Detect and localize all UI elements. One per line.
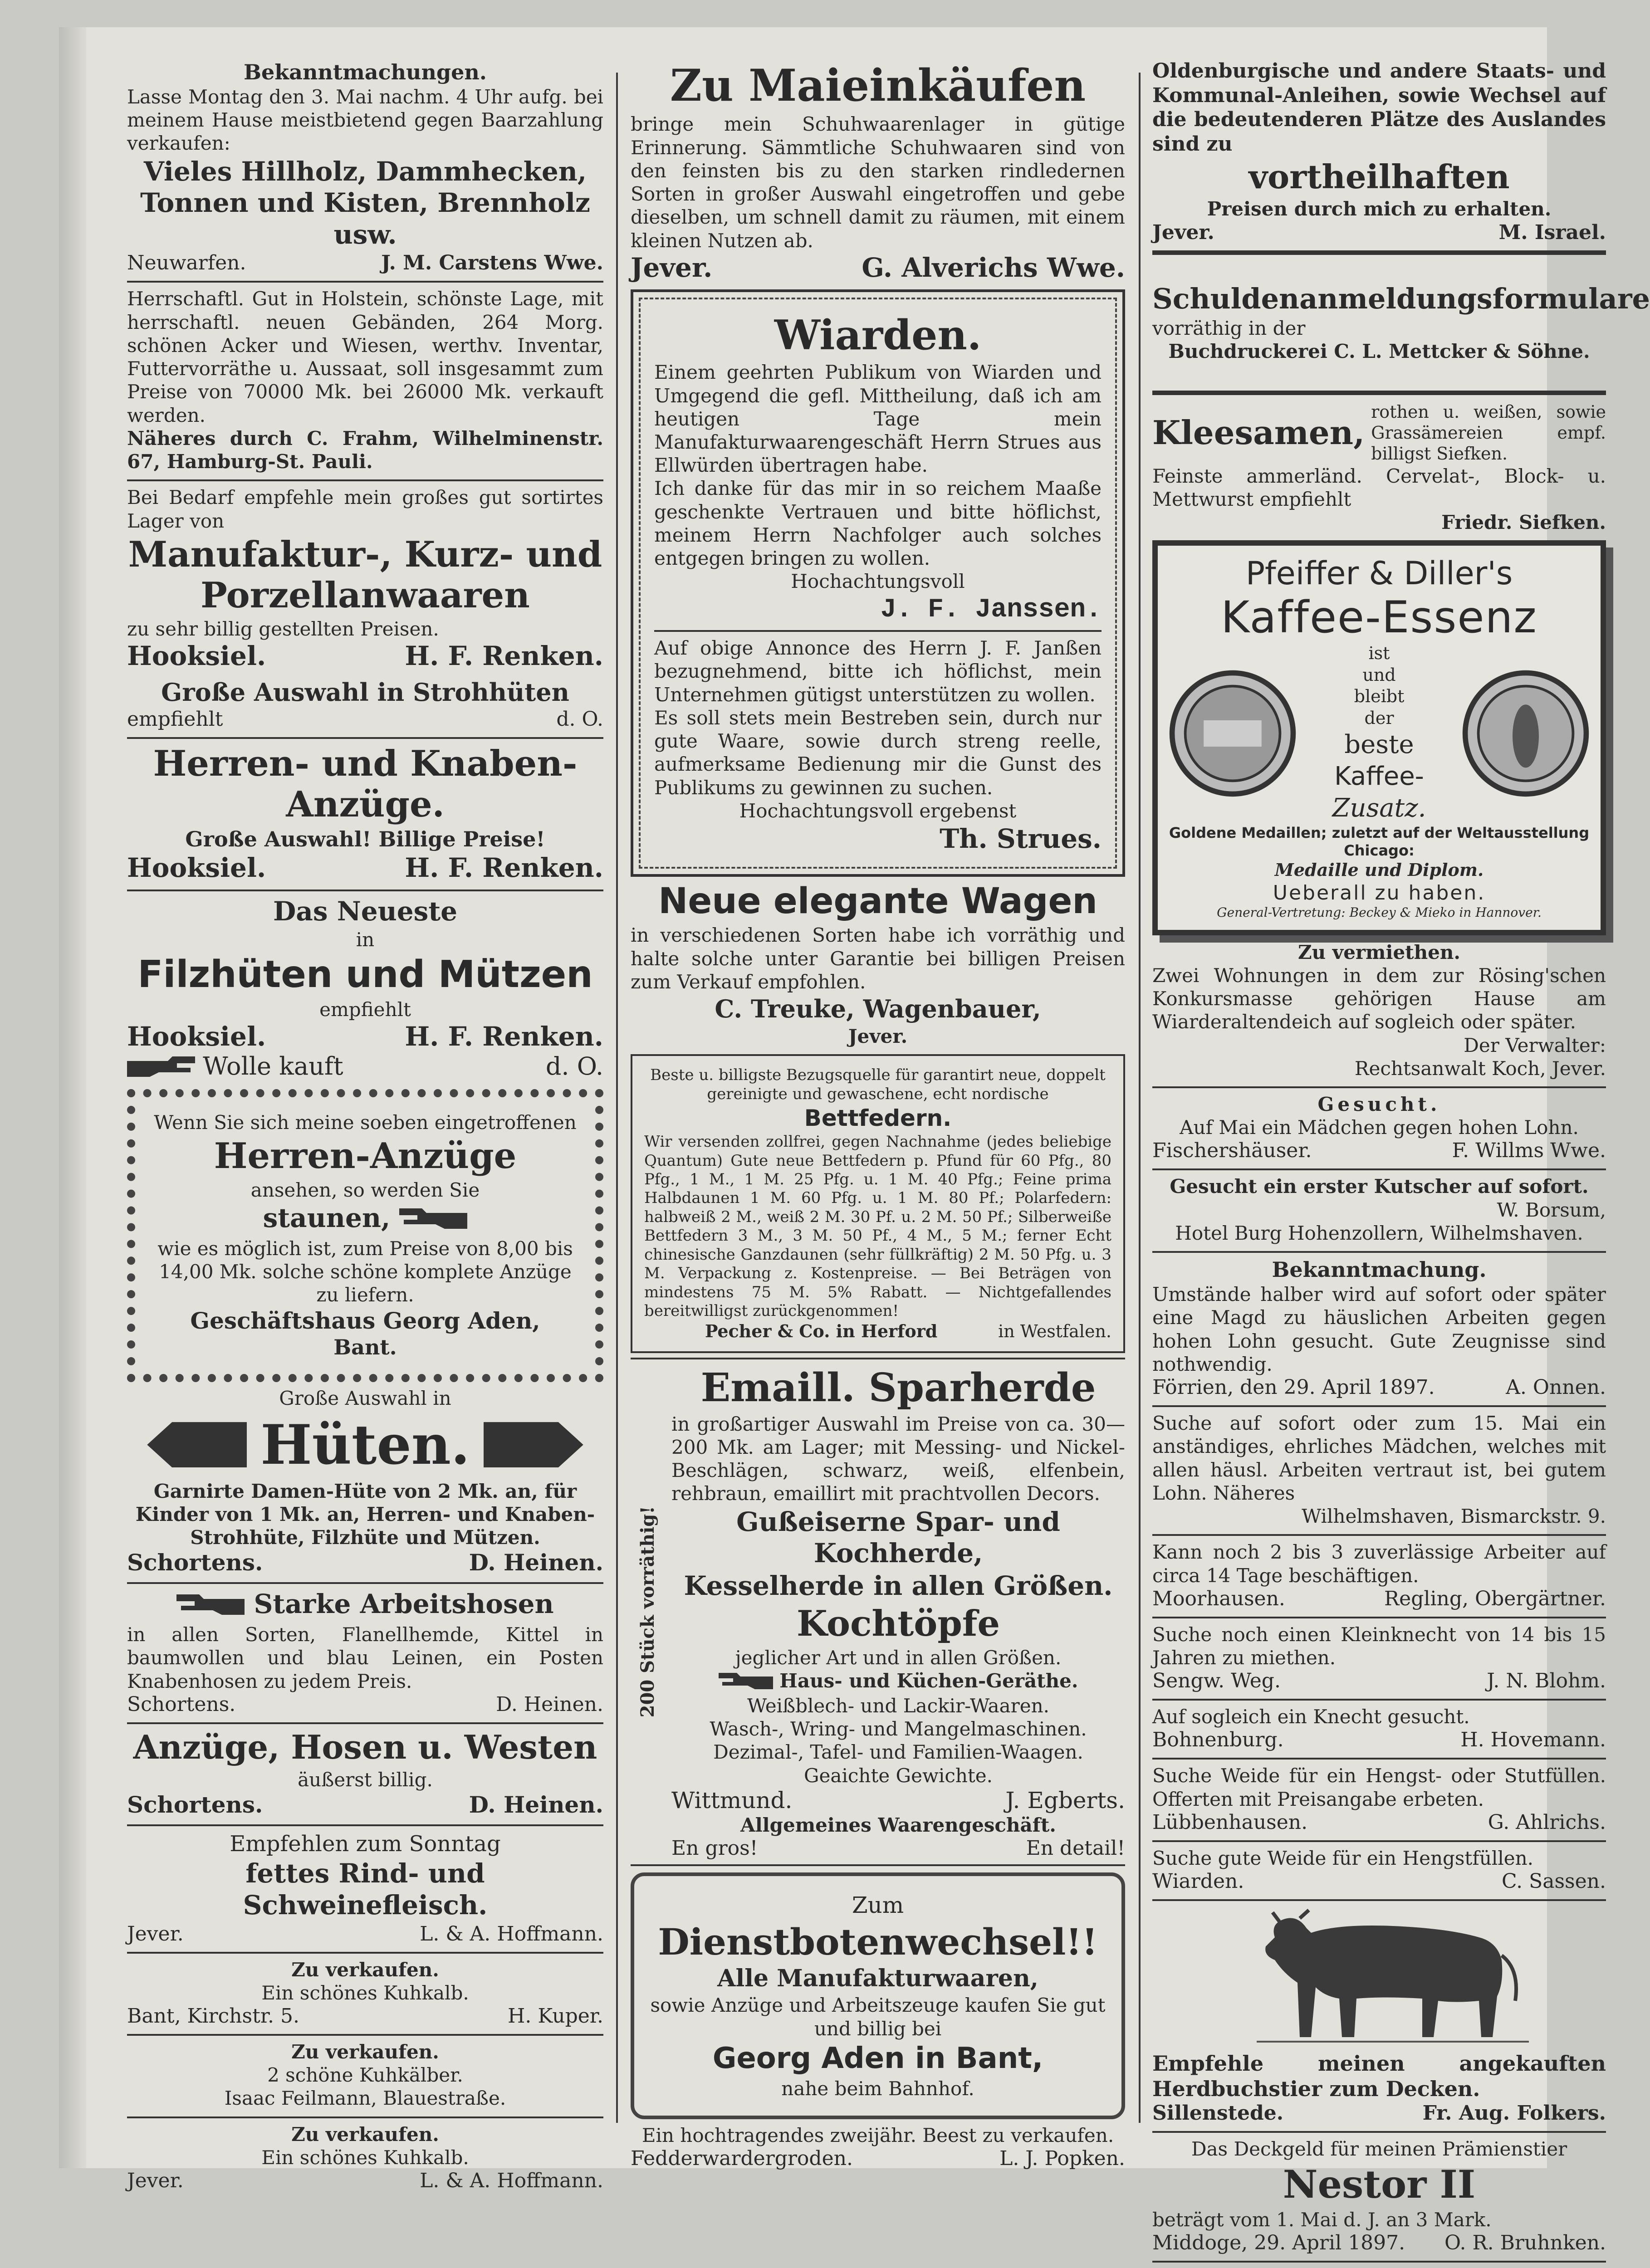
ad-signature: Buchdruckerei C. L. Mettcker & Söhne. bbox=[1168, 340, 1590, 363]
ad-wolle: Wolle kauft d. O. bbox=[127, 1052, 603, 1083]
ad-signature: W. Borsum, bbox=[1497, 1198, 1606, 1221]
ad-signature: Lübbenhausen. G. Ahlrichs. bbox=[1152, 1810, 1606, 1834]
ad-side-text: 200 Stück vorräthig! bbox=[637, 1506, 658, 1718]
divider bbox=[1152, 1168, 1606, 1170]
ad-text: Suche noch einen Kleinknecht von 14 bis 15 Jahren zu miethen. bbox=[1152, 1623, 1606, 1669]
ad-signature: Hooksiel. H. F. Renken. bbox=[127, 1021, 603, 1052]
ad-anzuege bbox=[127, 743, 603, 883]
ad-text: Lasse Montag den 3. Mai nachm. 4 Uhr aufg. bei meinem Hause meistbietend gegen Baarzahlung verkaufen: bbox=[127, 86, 603, 155]
ad-heading: Große Auswahl in Strohhüten bbox=[161, 678, 569, 707]
ad-text: Bei Bedarf empfehle mein großes gut sortirtes Lager von bbox=[127, 486, 603, 532]
ad-headline: Emaill. Sparherde bbox=[700, 1364, 1096, 1411]
ad-signature: Der Verwalter: bbox=[1464, 1034, 1606, 1056]
ad-westen bbox=[127, 1729, 603, 1818]
ad-arbeitshosen bbox=[127, 1589, 603, 1716]
ad-headline: vortheilhaften bbox=[1249, 157, 1510, 196]
ad-signature: Jever. G. Alverichs Wwe. bbox=[631, 252, 1125, 283]
ad-signature: Hooksiel. H. F. Renken. bbox=[127, 640, 603, 672]
ad-signature: Middoge, 29. April 1897. O. R. Bruhnken. bbox=[1152, 2231, 1606, 2255]
ad-headline: Gußeiserne Spar- und Kochherde, bbox=[736, 1506, 1060, 1569]
ad-medals bbox=[1167, 643, 1591, 824]
divider bbox=[127, 1952, 603, 1954]
divider bbox=[127, 2034, 603, 2036]
ad-heading: Gesucht ein erster Kutscher auf sofort. bbox=[1170, 1175, 1589, 1198]
ad-hueten bbox=[127, 1387, 603, 1576]
ad-kleesamen bbox=[1152, 401, 1606, 534]
ad-text: Oldenburgische und andere Staats- und Kommunal-Anleihen, sowie Wechsel auf die bedeutenderen Plätze des Auslandes sind zu bbox=[1152, 59, 1606, 156]
ad-anleihen bbox=[1152, 59, 1606, 244]
ad-kutscher bbox=[1152, 1175, 1606, 1245]
ad-text: Garnirte Damen-Hüte von 2 Mk. an, für Kinder von 1 Mk. an, Herren- und Knaben-Strohhüte, Filzhüte und Mützen. bbox=[135, 1480, 595, 1549]
column-rule bbox=[1139, 73, 1141, 2123]
ad-signature: Schortens. D. Heinen. bbox=[127, 1791, 603, 1818]
ad-headline: Hüten. bbox=[260, 1413, 470, 1477]
ad-signature: Th. Strues. bbox=[940, 823, 1102, 855]
ad-signature: Förrien, den 29. April 1897. A. Onnen. bbox=[1152, 1376, 1606, 1399]
ad-text: Es soll stets mein Bestreben sein, durch nur gute Waare, sowie durch streng reelle, aufmerksame Bedienung mir die Gunst des Publikums zu gewinnen zu suchen. bbox=[654, 706, 1102, 799]
ad-signature: Wilhelmshaven, Bismarckstr. 9. bbox=[1302, 1505, 1606, 1528]
ad-herren-anzuege bbox=[127, 1089, 603, 1383]
ad-heading: Bekanntmachungen. bbox=[244, 60, 487, 84]
ad-text: wie es möglich ist, zum Preise von 8,00 bis 14,00 Mk. solche schöne komplete Anzüge zu liefern. bbox=[157, 1237, 573, 1306]
ad-estate bbox=[127, 287, 603, 473]
ad-text: Medaille und Diplom. bbox=[1274, 860, 1484, 880]
ad-brand: Pfeiffer & Diller's bbox=[1245, 555, 1513, 592]
ad-signature: Jever. L. & A. Hoffmann. bbox=[127, 1922, 603, 1945]
ad-signature: Schortens. D. Heinen. bbox=[127, 1549, 603, 1576]
ad-nestor bbox=[1152, 2137, 1606, 2254]
ad-text: Ich danke für das mir in so reichem Maaße geschenkte Vertrauen und bitte höflichst, meinem Herrn Nachfolger auch solches entgegen bringen zu wollen. bbox=[654, 477, 1102, 570]
divider bbox=[1152, 1086, 1606, 1088]
arrow-right-icon bbox=[484, 1422, 583, 1467]
ad-text: 2 schöne Kuhkälber. bbox=[267, 2064, 463, 2087]
divider bbox=[1152, 1899, 1606, 1901]
ad-text: Auf sogleich ein Knecht gesucht. bbox=[1152, 1706, 1470, 1728]
ad-text: Ein schönes Kuhkalb. bbox=[261, 1981, 469, 2004]
ad-heading: Bekanntmachung. bbox=[1272, 1257, 1487, 1282]
ad-signature: Jever. L. & A. Hoffmann. bbox=[127, 2169, 603, 2193]
ad-kuhkalb-3 bbox=[127, 2123, 603, 2192]
ad-heading: Zu vermiethen. bbox=[1297, 941, 1460, 963]
ad-kuhkalb-1 bbox=[127, 1958, 603, 2028]
divider bbox=[127, 737, 603, 739]
ad-text: beträgt vom 1. Mai d. J. an 3 Mark. bbox=[1152, 2209, 1492, 2231]
arrow-left-icon bbox=[147, 1422, 247, 1467]
ad-headline: Herren- und Knaben-Anzüge. bbox=[153, 743, 578, 826]
ad-signature: Sillenstede. Fr. Aug. Folkers. bbox=[1152, 2102, 1606, 2125]
pointing-hand-icon bbox=[127, 1054, 195, 1083]
ad-signature: Fischershäuser. F. Willms Wwe. bbox=[1152, 1139, 1606, 1163]
ad-signature: Pecher & Co. in Herford in Westfalen. bbox=[705, 1320, 1111, 1341]
ad-text: nahe beim Bahnhof. bbox=[781, 2077, 974, 2100]
ad-beest bbox=[631, 2124, 1125, 2170]
divider bbox=[654, 630, 1102, 632]
ad-signature: Bohnenburg. H. Hovemann. bbox=[1152, 1728, 1606, 1752]
divider bbox=[1152, 2261, 1606, 2263]
ad-herdbuchstier bbox=[1152, 1906, 1606, 2125]
ad-signature: J. F. Janssen. bbox=[880, 595, 1102, 625]
ad-subline: Allgemeines Waarengeschäft. bbox=[740, 1813, 1056, 1836]
ad-text: vorräthig in der bbox=[1152, 317, 1306, 340]
ad-headline: Alle Manufakturwaaren, bbox=[717, 1965, 1038, 1993]
ad-text: Empfehle meinen angekauften Herdbuchstier zum Decken. bbox=[1152, 2051, 1606, 2102]
ad-wiarden bbox=[631, 289, 1125, 877]
ad-kleinknecht bbox=[1152, 1623, 1606, 1692]
column-2 bbox=[631, 59, 1125, 2176]
ad-kaffee-essenz bbox=[1152, 540, 1606, 935]
ad-text: rothen u. weißen, sowie Grassämereien empf. billigst Siefken. bbox=[1371, 401, 1606, 464]
bull-illustration bbox=[1220, 1906, 1538, 2051]
ad-list-item: Geaichte Gewichte. bbox=[804, 1764, 993, 1787]
ad-heading: Das Neueste bbox=[273, 895, 458, 927]
ad-text: in großartiger Auswahl im Preise von ca. 30—200 Mk. am Lager; mit Messing- und Nickel-Beschlägen, schwarz, weiß, elfenbein, rehbraun, emaillirt mit prachtvollen Decors. bbox=[671, 1413, 1125, 1505]
ad-signature: Wittmund. J. Egberts. bbox=[671, 1787, 1125, 1813]
ad-signature: Fedderwardergroden. L. J. Popken. bbox=[631, 2147, 1125, 2170]
ad-signature: Bant, Kirchstr. 5. H. Kuper. bbox=[127, 2004, 603, 2028]
ad-signature: empfiehlt d. O. bbox=[127, 708, 603, 731]
ad-place: Bant. bbox=[333, 1335, 397, 1360]
ad-text: Ueberall zu haben. bbox=[1273, 881, 1486, 904]
ad-text: Wenn Sie sich meine soeben eingetroffenen bbox=[154, 1111, 577, 1134]
ad-text: Das Deckgeld für meinen Prämienstier bbox=[1191, 2138, 1567, 2160]
ad-text: Kann noch 2 bis 3 zuverlässige Arbeiter auf circa 14 Tage beschäftigen. bbox=[1152, 1541, 1606, 1587]
ad-headline: Georg Aden in Bant, bbox=[712, 2041, 1043, 2075]
ad-text: Herrschaftl. Gut in Holstein, schönste Lage, mit herrschaftl. neuen Gebänden, 264 Morg. schönen Acker und Wiesen, werthv. Inventar, Futtervorräthe u. Aussaat, soll insgesammt zum Preise von 70000 Mk. bei 26000 Mk. verkauft werden. bbox=[127, 288, 603, 426]
ad-headline: Kesselherde in allen Größen. bbox=[684, 1570, 1113, 1601]
ad-signature: C. Treuke, Wagenbauer, bbox=[715, 994, 1041, 1024]
ad-filzhuete bbox=[127, 896, 603, 1083]
ad-text: Umstände halber wird auf sofort oder später eine Magd zu häuslichen Arbeiten gegen hohen Lohn gesucht. Gute Zeugnisse sind nothwendig. bbox=[1152, 1283, 1606, 1375]
column-rule bbox=[616, 73, 618, 2123]
ad-headline: Manufaktur-, Kurz- und Porzellanwaaren bbox=[128, 533, 602, 616]
medal-icon bbox=[1460, 668, 1591, 799]
divider bbox=[1152, 2131, 1606, 2133]
ad-signature: Neuwarfen. J. M. Carstens Wwe. bbox=[127, 251, 603, 275]
ad-fleisch bbox=[127, 1831, 603, 1945]
ad-signature: Moorhausen. Regling, Obergärtner. bbox=[1152, 1587, 1606, 1610]
ad-text: Suche auf sofort oder zum 15. Mai ein anständiges, ehrliches Mädchen, welches mit allen häusl. Arbeiten vertraut ist, bei gutem Lohn. Näheres bbox=[1152, 1412, 1606, 1504]
divider bbox=[127, 2116, 603, 2118]
ad-gesucht-maedchen bbox=[1152, 1093, 1606, 1162]
ad-headline: Anzüge, Hosen u. Westen bbox=[133, 1727, 597, 1766]
newspaper-page bbox=[59, 27, 1650, 2255]
ad-list-item: Haus- und Küchen-Geräthe. bbox=[671, 1669, 1125, 1694]
divider bbox=[1152, 1251, 1606, 1253]
ad-signature: Isaac Feilmann, Blauestraße. bbox=[224, 2087, 506, 2110]
pointing-hand-icon bbox=[719, 1671, 773, 1694]
ad-text: Suche Weide für ein Hengst- oder Stutfüllen. Offerten mit Preisangabe erbeten. bbox=[1152, 1765, 1606, 1810]
ad-text: Beste u. billigste Bezugsquelle für garantirt neue, doppelt gereinigte und gewaschene, echt nordische bbox=[650, 1066, 1106, 1103]
ad-manufaktur bbox=[127, 486, 603, 671]
ad-heading: Zu verkaufen. bbox=[291, 2123, 439, 2146]
ad-knecht bbox=[1152, 1705, 1606, 1751]
divider bbox=[127, 479, 603, 481]
ad-list-item: Weißblech- und Lackir-Waaren. bbox=[747, 1694, 1049, 1717]
ad-signature: Jever. M. Israel. bbox=[1152, 220, 1606, 244]
column-1 bbox=[127, 59, 603, 2199]
ad-signature: Friedr. Siefken. bbox=[1441, 511, 1606, 534]
ad-signature: Rechtsanwalt Koch, Jever. bbox=[1354, 1057, 1606, 1080]
ad-text: bringe mein Schuhwaarenlager in gütige Erinnerung. Sämmtliche Schuhwaaren sind von den feinsten bis zu den starken rindledernen Sorten in großer Auswahl eingetroffen und gebe dieselben, um schnell damit zu räumen, mit einem kleinen Nutzen ab. bbox=[631, 113, 1125, 252]
ad-headline: Kleesamen, bbox=[1152, 413, 1365, 452]
ad-greeting: Hochachtungsvoll bbox=[791, 570, 965, 593]
ad-arbeiter bbox=[1152, 1540, 1606, 1610]
ad-text: in allen Sorten, Flanellhemde, Kittel in baumwollen und blau Leinen, ein Posten Knabenhosen zu jedem Preis. bbox=[127, 1623, 603, 1692]
ad-text: ansehen, so werden Sie bbox=[250, 1178, 480, 1201]
ad-banner bbox=[127, 1413, 603, 1477]
ad-dienstboten bbox=[631, 1872, 1125, 2119]
ad-text: Große Auswahl in bbox=[279, 1387, 451, 1410]
ad-auction bbox=[127, 60, 603, 274]
ad-text: Wir versenden zollfrei, gegen Nachnahme (jedes beliebige Quantum) Gute neue Bettfedern p. Pfund für 60 Pfg., 80 Pfg., 1 M., 1 M. 25 Pfg. u. 1 M. 40 Pfg.; Feine prima Halbdaunen 1 M. 60 Pfg. u. 1 M. 80 Pf.; Polarfedern: halbweiß 2 M., weiß 2 M. 30 Pf. u. 2 M. 50 Pf.; Silberweiße Bettfedern 3 M., 3 M. 50 Pf., 4 M., 5 M.; ferner Echt chinesische Ganzdaunen (sehr füllkräftig) 2 M. 50 Pfg. u. 3 M. Verpackung z. Kostenpreise. — Bei Beträgen von mindestens 75 M. 5% Rabatt. — Nichtgefallendes bereitwilligst zurückgenommen! bbox=[644, 1133, 1111, 1320]
ad-weide-2 bbox=[1152, 1847, 1606, 1893]
medal-icon bbox=[1167, 668, 1298, 799]
ad-text: Suche gute Weide für ein Hengstfüllen. bbox=[1152, 1847, 1534, 1869]
ad-strohhut bbox=[127, 678, 603, 731]
ad-text: in bbox=[356, 929, 375, 951]
ad-bekanntmachung bbox=[1152, 1257, 1606, 1399]
ad-suche-maedchen bbox=[1152, 1412, 1606, 1528]
ad-headline: Nestor II bbox=[1283, 2161, 1476, 2207]
ad-text: jeglicher Art und in allen Größen. bbox=[735, 1647, 1062, 1669]
ad-headline: Neue elegante Wagen bbox=[658, 880, 1097, 922]
ad-heading: Gesucht. bbox=[1317, 1093, 1441, 1116]
divider bbox=[127, 1824, 603, 1826]
ad-text: Feinste ammerländ. Cervelat-, Block- u. Mettwurst empfiehlt bbox=[1152, 464, 1606, 510]
ad-text: General-Vertretung: Beckey & Mieko in Hannover. bbox=[1217, 905, 1542, 920]
ad-headline: Zu Maieinkäufen bbox=[670, 60, 1086, 111]
ad-signature: Schortens. D. Heinen. bbox=[127, 1692, 603, 1716]
ad-text: empfiehlt bbox=[319, 998, 411, 1021]
divider bbox=[127, 890, 603, 891]
ad-headline: Kochtöpfe bbox=[796, 1603, 1000, 1645]
ad-signature: Geschäftshaus Georg Aden, bbox=[190, 1307, 540, 1334]
ad-place: Jever. bbox=[848, 1025, 908, 1047]
ad-vermiethen bbox=[1152, 941, 1606, 1080]
divider bbox=[1152, 250, 1606, 255]
ad-headline: fettes Rind- und Schweinefleisch. bbox=[243, 1858, 488, 1921]
ad-text: sowie Anzüge und Arbeitszeuge kaufen Sie gut und billig bei bbox=[650, 1994, 1106, 2040]
ad-list-item: Dezimal-, Tafel- und Familien-Waagen. bbox=[713, 1741, 1083, 1764]
divider bbox=[1152, 1617, 1606, 1618]
ad-maieinkaeufe bbox=[631, 61, 1125, 283]
ad-heading: Zu verkaufen. bbox=[291, 2041, 439, 2063]
pointing-hand-icon bbox=[399, 1204, 467, 1236]
ad-text: Auf Mai ein Mädchen gegen hohen Lohn. bbox=[1180, 1116, 1579, 1139]
ad-weide-1 bbox=[1152, 1764, 1606, 1833]
ad-headline-row bbox=[1152, 401, 1606, 464]
ad-kuhkalb-2 bbox=[127, 2040, 603, 2110]
ad-footer: En gros! En detail! bbox=[671, 1837, 1125, 1860]
ad-place: Hotel Burg Hohenzollern, Wilhelmshaven. bbox=[1175, 1222, 1583, 1244]
ad-subline: Große Auswahl! Billige Preise! bbox=[185, 826, 545, 851]
divider bbox=[127, 1582, 603, 1584]
ad-text: Preisen durch mich zu erhalten. bbox=[1207, 198, 1552, 220]
ad-headline: Dienstbotenwechsel!! bbox=[658, 1921, 1098, 1964]
ad-text: zu sehr billig gestellten Preisen. bbox=[127, 618, 439, 640]
ad-text: Empfehlen zum Sonntag bbox=[230, 1831, 501, 1857]
ad-headline: Schuldenanmeldungsformulare bbox=[1152, 282, 1650, 315]
ad-slogan: ist und bleibt der beste Kaffee- Zusatz. bbox=[1332, 643, 1426, 823]
ad-signature: Sengw. Weg. J. N. Blohm. bbox=[1152, 1669, 1606, 1693]
ad-wagen bbox=[631, 881, 1125, 1048]
ad-text: Ein hochtragendes zweijähr. Beest zu verkaufen. bbox=[641, 2124, 1114, 2146]
divider bbox=[1152, 1534, 1606, 1536]
ad-text: Zwei Wohnungen in dem zur Rösing'schen Konkursmasse gehörigen Hause am Wiarderaltendeich auf sogleich oder später. bbox=[1152, 964, 1606, 1033]
ad-headline: Filzhüten und Mützen bbox=[137, 953, 593, 996]
ad-text: in verschiedenen Sorten habe ich vorräthig und halte solche unter Garantie bei billigen Preisen zum Verkauf empfohlen. bbox=[631, 924, 1125, 993]
ad-headline: staunen, bbox=[152, 1202, 579, 1236]
ad-signature: Hooksiel. H. F. Renken. bbox=[127, 852, 603, 883]
ad-headline: Starke Arbeitshosen bbox=[127, 1589, 603, 1622]
ad-greeting: Hochachtungsvoll ergebenst bbox=[739, 799, 1017, 822]
ad-headline: Wiarden. bbox=[774, 311, 982, 359]
ad-sparherde bbox=[631, 1358, 1125, 1866]
ad-bettfedern bbox=[631, 1054, 1125, 1353]
divider bbox=[1152, 391, 1606, 395]
ad-text: äußerst billig. bbox=[298, 1768, 433, 1791]
ad-text: Auf obige Annonce des Herrn J. F. Janßen bezugnehmend, bitte ich höflichst, mein Unternehmen gütigst unterstützen zu wollen. bbox=[654, 637, 1102, 706]
column-3 bbox=[1152, 59, 1650, 2268]
divider bbox=[127, 1722, 603, 1724]
divider bbox=[1152, 1840, 1606, 1842]
ad-heading: Zu verkaufen. bbox=[291, 1958, 439, 1981]
ad-formulare bbox=[1152, 282, 1650, 363]
divider bbox=[1152, 1758, 1606, 1760]
ad-text: Zum bbox=[852, 1892, 904, 1919]
ad-headline: Herren-Anzüge bbox=[214, 1135, 517, 1177]
ad-headline: Kaffee-Essenz bbox=[1221, 592, 1537, 643]
ad-text: Einem geehrten Publikum von Wiarden und Umgegend die gefl. Mittheilung, daß ich am heutigen Tage mein Manufakturwaarengeschäft Herrn Strues aus Ellwürden übertragen habe. bbox=[654, 361, 1102, 477]
ad-text: Goldene Medaillen; zuletzt auf der Weltausstellung Chicago: bbox=[1169, 824, 1590, 860]
ad-headline: Bettfedern. bbox=[804, 1105, 952, 1132]
divider bbox=[127, 281, 603, 283]
ad-headline: Vieles Hillholz, Dammhecken, Tonnen und Kisten, Brennholz usw. bbox=[140, 156, 590, 250]
ad-list-item: Wasch-, Wring- und Mangelmaschinen. bbox=[710, 1718, 1087, 1740]
ad-signature: Wiarden. C. Sassen. bbox=[1152, 1870, 1606, 1893]
divider bbox=[1152, 1699, 1606, 1701]
divider bbox=[1152, 1405, 1606, 1407]
ad-text: Näheres durch C. Frahm, Wilhelminenstr. 67, Hamburg-St. Pauli. bbox=[127, 427, 603, 473]
pointing-hand-icon bbox=[176, 1590, 245, 1622]
ad-text: Ein schönes Kuhkalb. bbox=[261, 2146, 469, 2169]
